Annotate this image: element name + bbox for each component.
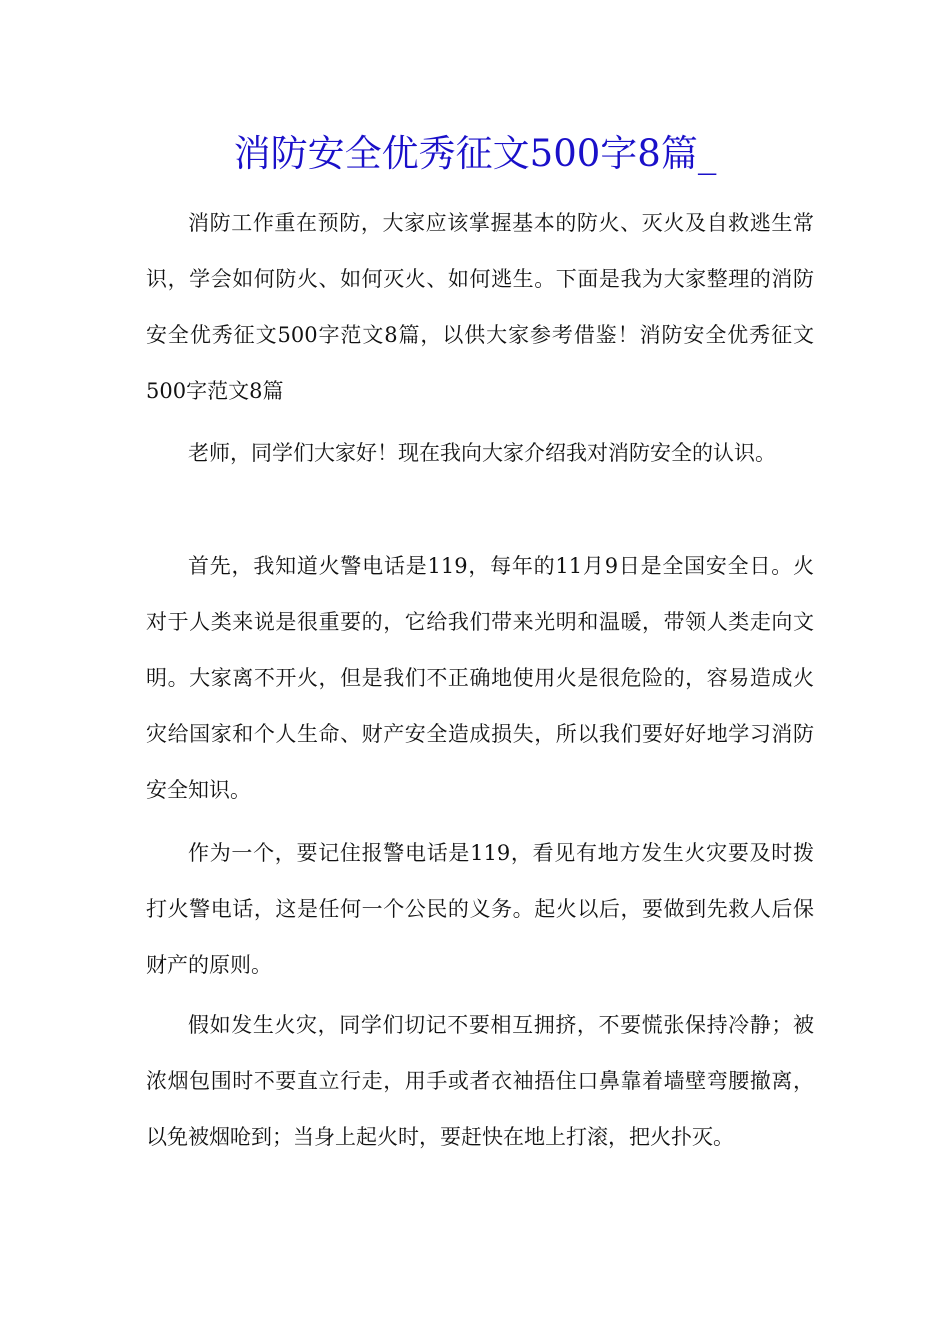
paragraph-escape: 假如发生火灾，同学们切记不要相互拥挤，不要慌张保持冷静；被浓烟包围时不要直立行走，用手或者衣袖捂住口鼻靠着墙壁弯腰撤离，以免被烟呛到；当身上起火时，要赶快在地上打滚，把火扑灭。 <box>146 1013 814 1149</box>
paragraph-greeting: 老师，同学们大家好！现在我向大家介绍我对消防安全的认识。 <box>188 441 776 465</box>
paragraph-intro: 消防工作重在预防，大家应该掌握基本的防火、灭火及自救逃生常识，学会如何防火、如何灭火、如何逃生。下面是我为大家整理的消防安全优秀征文500字范文8篇，以供大家参考借鉴！消防安全优秀征文500字范文8篇 <box>146 211 814 403</box>
document-title: 消防安全优秀征文500字8篇_ <box>233 132 717 175</box>
paragraph-duty: 作为一个，要记住报警电话是119，看见有地方发生火灾要及时拨打火警电话，这是任何一个公民的义务。起火以后，要做到先救人后保财产的原则。 <box>146 841 814 977</box>
paragraph-fire-phone: 首先，我知道火警电话是119，每年的11月9日是全国安全日。火对于人类来说是很重要的，它给我们带来光明和温暖，带领人类走向文明。大家离不开火，但是我们不正确地使用火是很危险的，容易造成火灾给国家和个人生命、财产安全造成损失，所以我们要好好地学习消防安全知识。 <box>146 554 814 802</box>
